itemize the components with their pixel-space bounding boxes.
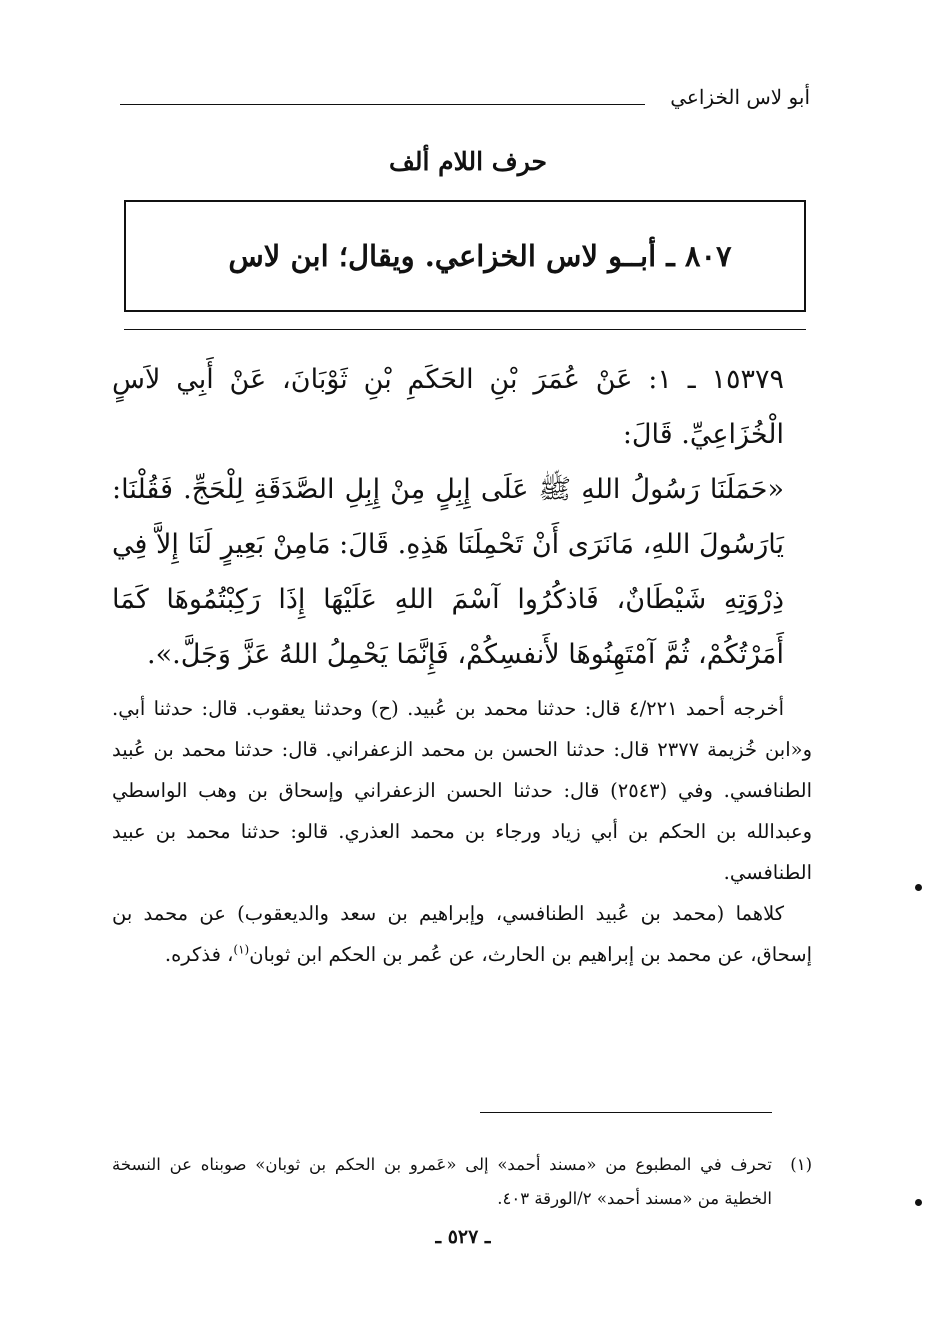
- section-heading: حرف اللام ألف: [389, 147, 547, 176]
- footnote-reference: (١): [233, 942, 250, 957]
- footnote-marker: (١): [790, 1155, 812, 1174]
- entry-box-underline: [124, 329, 806, 330]
- running-header-title: أبو لاس الخزاعي: [670, 85, 810, 109]
- footnote-text: تحرف في المطبوع من «مسند أحمد» إلى «عَمرو بن الحكم بن ثوبان» صوبناه عن النسخة الخطية من «مسند أحمد» ٢/الورقة ٤٠٣.: [112, 1155, 772, 1208]
- page-number: ـ ٥٢٧ ـ: [435, 1226, 491, 1248]
- takhrij-paragraph-2: [112, 893, 812, 975]
- takhrij-paragraph-1: أخرجه أحمد ٤/٢٢١ قال: حدثنا محمد بن عُبيد. (ح) وحدثنا يعقوب. قال: حدثنا أبي. و«ابن خُزيمة ٢٣٧٧ قال: حدثنا الحسن بن محمد الزعفراني. قال: حدثنا محمد بن عُبيد الطنافسي. وفي (٢٥٤٣) قال: حدثنا الحسن الزعفراني وإسحاق بن وهب الواسطي وعبدالله بن الحكم بن أبي زياد ورجاء بن محمد العذري. قالو: حدثنا محمد بن عبيد الطنافسي.: [112, 697, 812, 884]
- takhrij-block: [112, 688, 812, 975]
- margin-dot: [915, 884, 922, 891]
- footnote: [112, 1148, 812, 1216]
- takhrij-paragraph-2-text: كلاهما (محمد بن عُبيد الطنافسي، وإبراهيم بن سعد والديعقوب) عن محمد بن إسحاق، عن محمد بن إبراهيم بن الحارث، عن عُمر بن الحكم ابن ثوبان: [112, 902, 812, 966]
- hadith-text: «حَمَلَنَا رَسُولُ اللهِ ﷺ عَلَى إِبِلٍ مِنْ إِبِلِ الصَّدَقَةِ لِلْحَجِّ. فَقُلْنَا: يَارَسُولَ اللهِ، مَانَرَى أَنْ تَحْمِلَنَا هَذِهِ. قَالَ: مَامِنْ بَعِيرٍ لَنَا إِلاَّ فِي ذِرْوَتِهِ شَيْطَانٌ، فَاذكُرُوا آسْمَ اللهِ عَلَيْهَا إِذَا رَكِبْتُمُوهَا كَمَا أَمَرْتُكُمْ، ثُمَّ آمْتَهِنُوهَا لأَنفسِكُمْ، فَإِنَّمَا يَحْمِلُ اللهُ عَزَّ وَجَلَّ.».: [112, 474, 784, 670]
- footnote-row: [112, 1148, 812, 1216]
- hadith-intro: ١٥٣٧٩ ـ ١: عَنْ عُمَرَ بْنِ الحَكَمِ بْنِ ثَوْبَانَ، عَنْ أَبِي لاَسٍ الْخُزَاعِيِّ. قَالَ:: [112, 364, 784, 450]
- margin-dot: [915, 1199, 922, 1206]
- entry-title: ٨٠٧ ـ أبــو لاس الخزاعي. ويقال؛ ابن لاس: [228, 239, 732, 273]
- takhrij-paragraph-2-end: ، فذكره.: [164, 943, 234, 966]
- entry-title-box: [124, 200, 806, 312]
- running-header: [120, 82, 810, 118]
- hadith-block: [112, 352, 812, 682]
- footnote-separator: [480, 1112, 772, 1113]
- running-header-rule: [120, 104, 645, 105]
